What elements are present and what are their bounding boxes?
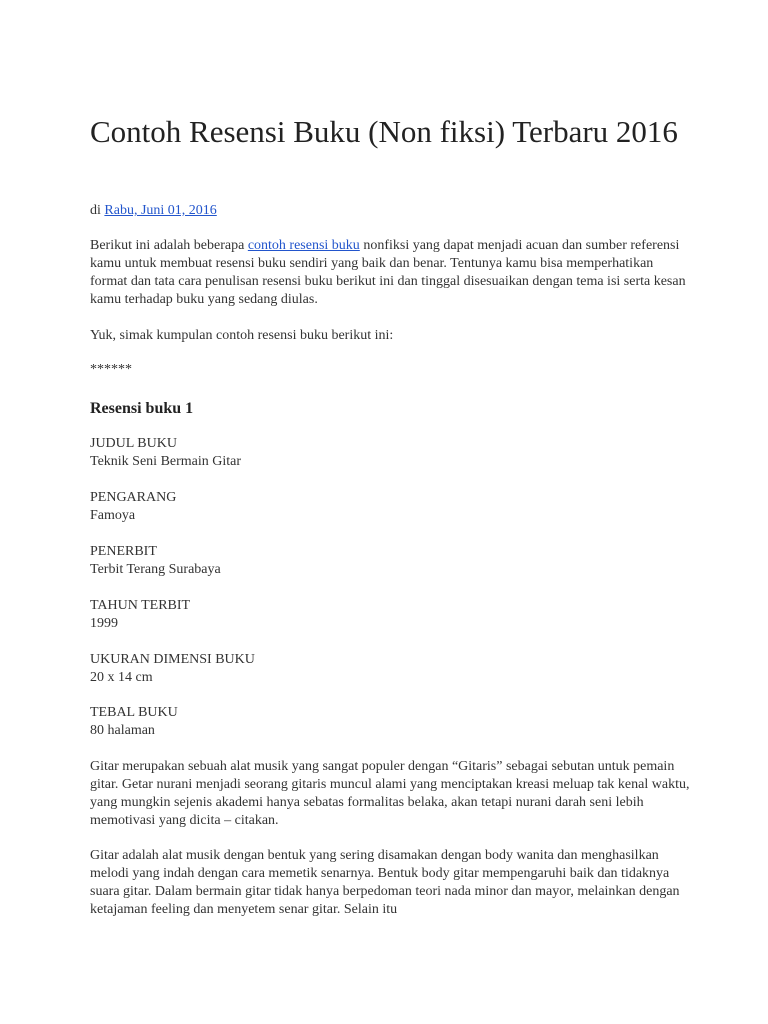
field-value: Terbit Terang Surabaya — [90, 562, 221, 577]
section-heading: Resensi buku 1 — [90, 400, 194, 417]
field-value: 20 x 14 cm — [90, 670, 153, 685]
field-label: TAHUN TERBIT — [90, 598, 191, 613]
resensi-buku-link[interactable]: contoh resensi buku — [247, 238, 360, 253]
post-meta — [90, 202, 217, 220]
separator: ****** — [90, 362, 132, 377]
field-tahun-terbit — [90, 597, 190, 633]
field-value: 80 halaman — [90, 723, 155, 738]
field-judul-buku — [90, 435, 241, 471]
field-label: PENERBIT — [90, 544, 157, 559]
field-pengarang — [90, 489, 176, 525]
intro-paragraph-2: Yuk, simak kumpulan contoh resensi buku berikut ini: — [90, 328, 394, 343]
field-value: Teknik Seni Bermain Gitar — [90, 454, 242, 469]
field-tebal-buku — [90, 704, 178, 740]
intro-text-after: nonfiksi yang dapat menjadi acuan dan sumber referensi kamu untuk membuat resensi buku sendiri yang baik dan benar. Tentunya kamu bisa memperhatikan format dan tata cara penulisan resensi buku berikut ini dan tinggal disesuaikan dengan tema isi serta kesan kamu terhadap buku yang sedang diulas. — [90, 238, 686, 307]
intro-paragraph — [90, 237, 690, 309]
field-label: TEBAL BUKU — [90, 705, 178, 720]
field-value: Famoya — [90, 508, 136, 523]
post-date-link[interactable]: Rabu, Juni 01, 2016 — [104, 203, 217, 218]
field-penerbit — [90, 543, 221, 579]
field-label: UKURAN DIMENSI BUKU — [90, 652, 255, 667]
field-label: PENGARANG — [90, 490, 177, 505]
field-value: 1999 — [90, 616, 118, 631]
field-label: JUDUL BUKU — [90, 436, 177, 451]
post-title: Contoh Resensi Buku (Non fiksi) Terbaru 2016 — [90, 114, 678, 149]
intro-text-before: Berikut ini adalah beberapa — [90, 238, 248, 253]
body-paragraph-2: Gitar adalah alat musik dengan bentuk yang sering disamakan dengan body wanita dan menghasilkan melodi yang indah dengan cara memetik senarnya. Bentuk body gitar mempengaruhi baik dan tidaknya suara gitar. Dalam bermain gitar tidak hanya berpedoman teori nada minor dan mayor, melainkan dengan ketajaman feeling dan menyetem senar gitar. Selain itu — [90, 848, 680, 917]
meta-prefix: di — [90, 203, 105, 218]
body-paragraph-1: Gitar merupakan sebuah alat musik yang sangat populer dengan “Gitaris” sebagai sebutan untuk pemain gitar. Getar nurani menjadi seorang gitaris muncul alami yang menciptakan kreasi meluap tak kenal waktu, yang mungkin sejenis akademi hanya sebatas formalitas belaka, akan tetapi nurani darah seni lebih memotivasi yang dicita – citakan. — [90, 759, 690, 828]
field-ukuran-dimensi-buku — [90, 651, 255, 687]
